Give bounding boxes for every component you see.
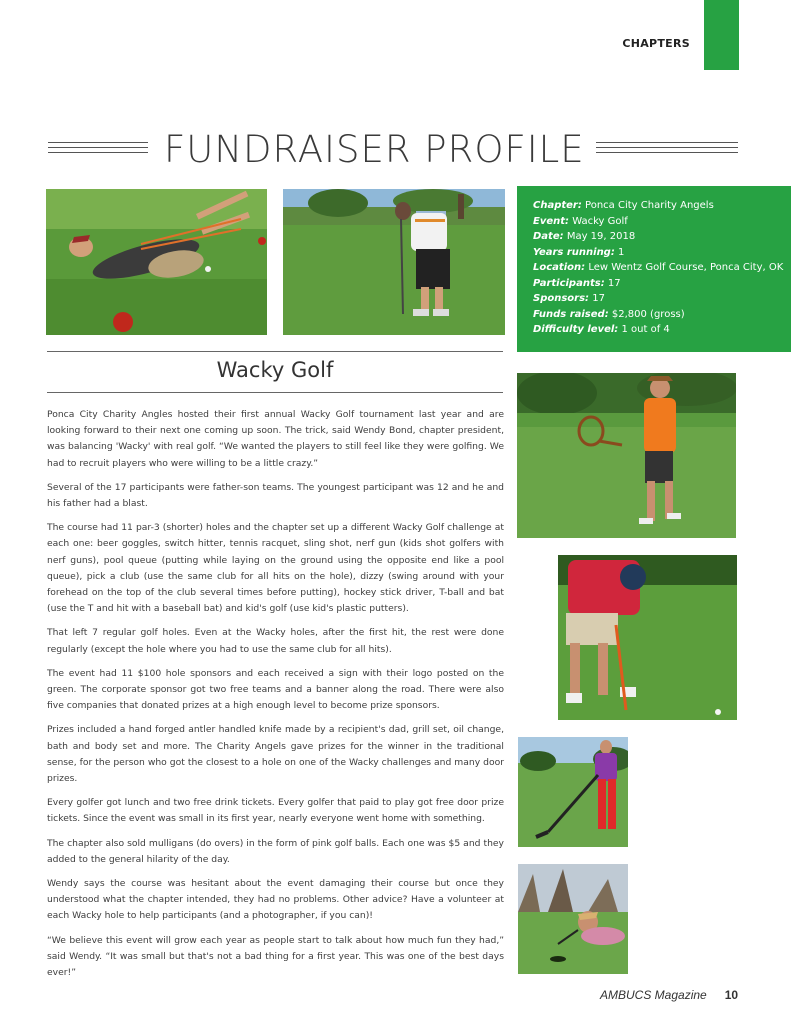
fact-row	[533, 229, 791, 245]
fact-row	[533, 307, 791, 323]
fact-label: Sponsors:	[533, 293, 590, 304]
fact-label: Date:	[533, 231, 564, 242]
article-paragraph: Ponca City Charity Angles hosted their first annual Wacky Golf tournament last year and are looking forward to their next one coming up soon. The trick, said Wendy Bond, chapter president, was balancing 'Wacky' with real golf. “We wanted the players to still feel like they were golfing. We had to recruit players who were willing to be a little crazy.”	[47, 409, 504, 469]
fact-value: May 19, 2018	[566, 231, 636, 242]
title-banner	[48, 128, 738, 170]
article-subtitle: Wacky Golf	[216, 358, 334, 382]
fact-row	[533, 245, 791, 261]
photo-pool-queue	[518, 864, 628, 974]
title-rule-left	[48, 142, 148, 153]
fact-row	[533, 322, 791, 338]
photo-dizzy-golfer	[283, 189, 505, 335]
fact-value: 1	[618, 246, 625, 258]
photo-tennis-racquet	[517, 373, 736, 538]
page-title: FUNDRAISER PROFILE	[164, 128, 585, 171]
fact-row	[533, 198, 791, 214]
magazine-name: AMBUCS Magazine	[600, 988, 707, 1002]
article-paragraph: Several of the 17 participants were father-son teams. The youngest participant was 12 and he and his father had a blast.	[47, 481, 504, 510]
article-paragraph: “We believe this event will grow each year as people start to talk about how much fun they had,” said Wendy. “It was small but that's not a bad thing for a first year. This was one of the best days ever!”	[47, 934, 504, 979]
section-label: CHAPTERS	[622, 37, 690, 50]
page-footer	[600, 988, 738, 1002]
fact-label: Difficulty level:	[533, 324, 619, 335]
fact-row	[533, 214, 791, 230]
article-body	[47, 407, 504, 989]
photo-club-golfer	[558, 555, 737, 720]
section-color-tab	[704, 0, 739, 70]
fact-row	[533, 291, 791, 307]
fact-value: Lew Wentz Golf Course, Ponca City, OK	[588, 262, 784, 273]
fact-value: 17	[607, 277, 621, 289]
article-paragraph: Every golfer got lunch and two free drink tickets. Every golfer that paid to play got free door prize tickets. Since the event was small in its first year, nearly everyone went home with something.	[47, 797, 504, 825]
fact-label: Chapter:	[533, 200, 582, 211]
subtitle-rule-bottom	[47, 392, 503, 393]
fact-label: Location:	[533, 262, 586, 273]
article-paragraph: The chapter also sold mulligans (do overs) in the form of pink golf balls. Each one was $5 and they added to the general hilarity of the day.	[47, 837, 504, 865]
event-facts-box	[517, 186, 791, 352]
fact-label: Event:	[533, 215, 570, 227]
article-paragraph: Wendy says the course was hesitant about the event damaging their course but once they understood what the chapter intended, they had no problems. Other advice? Have a volunteer at each Wacky hole to help participants (and a photographer, if you can)!	[47, 878, 504, 922]
article-paragraph: Prizes included a hand forged antler handled knife made by a recipient's dad, grill set, oil change, bath and body set and more. The Charity Angels gave prizes for the winner in the traditional sense, for the person who got the closest to a hole on one of the Wacky challenges and many door prizes.	[47, 724, 504, 785]
photo-sling-shot	[46, 189, 267, 335]
fact-value: 17	[592, 293, 605, 304]
fact-value: Ponca City Charity Angels	[585, 200, 714, 211]
title-rule-right	[596, 142, 738, 153]
subtitle-rule-top	[47, 351, 503, 352]
fact-value: Wacky Golf	[572, 215, 628, 227]
fact-row	[533, 276, 791, 292]
fact-value: $2,800 (gross)	[611, 308, 685, 320]
page-number: 10	[724, 988, 739, 1002]
article-paragraph: The event had 11 $100 hole sponsors and each received a sign with their logo posted on the green. The corporate sponsor got two free teams and a banner along the road. There were also five companies that donated prizes at a high enough level to become prize sponsors.	[47, 667, 504, 712]
photo-hockey-stick	[518, 737, 628, 847]
fact-row	[533, 260, 791, 276]
fact-label: Years running:	[533, 246, 615, 258]
article-paragraph: The course had 11 par-3 (shorter) holes and the chapter set up a different Wacky Golf challenge at each one: beer goggles, switch hitter, tennis racquet, sling shot, nerf gun (kids shot golfers with nerf guns), pool queue (putting while laying on the ground using the opposite end like a pool queue), pick a club (use the same club for all hits on the hole), dizzy (swing around with your forehead on the top of the club several times before putting), hockey stick driver, T-ball and bat (use the T and hit with a baseball bat) and kid's golf (use kid's plastic putters).	[47, 522, 504, 615]
fact-label: Participants:	[533, 277, 605, 289]
article-paragraph: That left 7 regular golf holes. Even at the Wacky holes, after the first hit, the rest were done regularly (except the hole where you had to use the same club for all hits).	[47, 627, 504, 655]
fact-value: 1 out of 4	[621, 324, 670, 335]
fact-label: Funds raised:	[533, 308, 609, 320]
